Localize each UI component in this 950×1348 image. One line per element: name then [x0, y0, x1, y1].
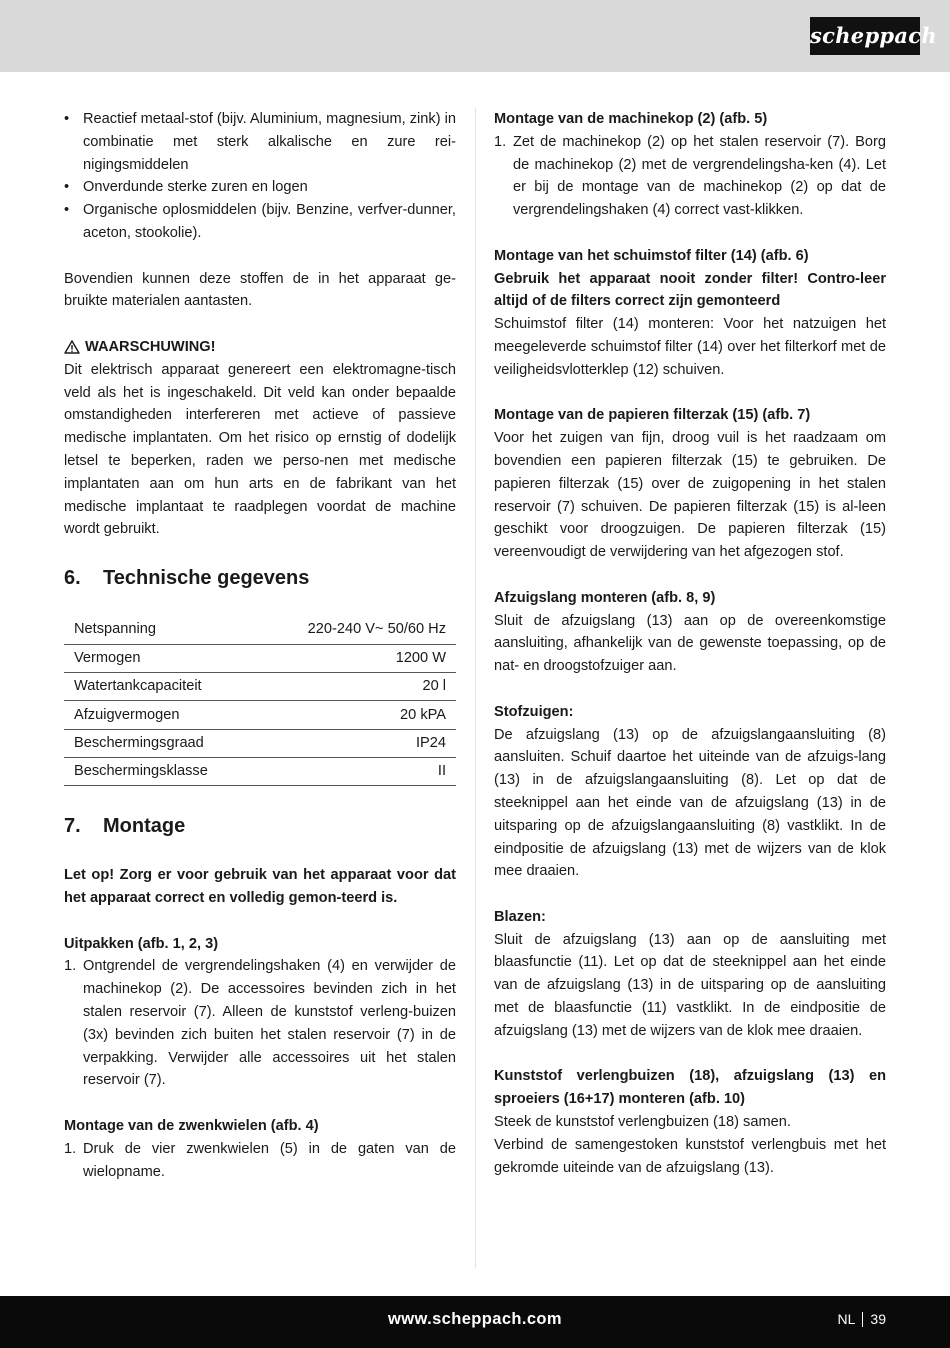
spec-table [64, 616, 456, 786]
section-number: 7. [64, 815, 81, 838]
spec-label: Beschermingsklasse [64, 757, 257, 785]
step-list [494, 131, 886, 222]
spec-label: Vermogen [64, 644, 257, 672]
step-text: Druk de vier zwenkwielen (5) in de gaten van de wielopname. [83, 1140, 456, 1180]
table-row [64, 701, 456, 729]
page-number [838, 1296, 886, 1342]
unpack-block [64, 933, 456, 1093]
table-row [64, 644, 456, 672]
warning-text: Dit elektrisch apparaat genereert een elektromagne-tisch veld als het is ingeschakeld. Dit veld kan onder bepaalde omstandigheden interfereren met actieve of passieve medische implantaten. Om het risico op ernstig of dodelijk letsel te beperken, raden we perso-nen met medische implantaten aan om hun arts en de fabrikant van het medische implantaat te raadplegen voordat de machine wordt gebruikt. [64, 361, 456, 538]
hose-block [494, 587, 886, 678]
page-value: 39 [870, 1311, 886, 1327]
tubes-block [494, 1065, 886, 1179]
vacuum-block [494, 701, 886, 883]
head-mount-block [494, 108, 886, 222]
wheels-block [64, 1115, 456, 1183]
list-item: • Reactief metaal-stof (bijv. Aluminium, magnesium, zink) in combinatie met sterk alkalische en zure rei-nigingsmiddelen [64, 108, 456, 176]
table-row [64, 757, 456, 785]
paragraph: Sluit de afzuigslang (13) aan op de aansluiting met blaasfunctie (11). Let op dat de steeknippel aan het einde van de afzuigslang (13) in de uitsparing op de aansluiting met de blaasfunctie (11) vastklikt. In de eindpositie de afzuigslang (13) met de wijzers van de klok mee draaien. [494, 931, 886, 1039]
paragraph: De afzuigslang (13) op de afzuigslangaansluiting (8) aansluiten. Schuif daartoe het uiteinde van de afzuigs-lang (13) in de afzuigslangaansluiting (8). Let op dat de steeknippel aan het einde van de afzuigslang (13) in de uitsparing op de afzuigslangaansluiting (8) vastklikt. In de eindpositie de afzuigslang (13) met de wijzers van de klok mee draaien. [494, 726, 886, 880]
section-number: 6. [64, 566, 81, 589]
step-item [64, 955, 456, 1092]
hazard-list [64, 108, 456, 245]
foam-filter-block [494, 245, 886, 382]
subheading: Kunststof verlengbuizen (18), afzuigslang (13) en sproeiers (16+17) monteren (afb. 10) [494, 1068, 886, 1108]
footer-bar [0, 1296, 950, 1348]
paper-filter-block [494, 404, 886, 564]
spec-value: IP24 [257, 729, 456, 757]
table-row [64, 616, 456, 644]
left-column [64, 108, 456, 1206]
header-bar [0, 0, 950, 72]
paragraph: Schuimstof filter (14) monteren: Voor het natzuigen het meegeleverde schuimstof filter (14) over het filterkorf met de veiligheidsvlotterklep (12) schuiven. [494, 316, 886, 378]
paragraph: Sluit de afzuigslang (13) aan op de overeenkomstige aansluiting, afhankelijk van de gewenste toepassing, op de nat- en droogstofzuiger aan. [494, 612, 886, 675]
subheading: Montage van het schuimstof filter (14) (afb. 6) [494, 247, 809, 264]
section-title: Montage [103, 815, 186, 838]
section-title: Technische gegevens [103, 566, 310, 589]
step-item [64, 1138, 456, 1184]
table-row [64, 673, 456, 701]
spec-label: Beschermingsgraad [64, 729, 257, 757]
subheading: Stofzuigen: [494, 703, 574, 720]
subheading: Montage van de zwenkwielen (afb. 4) [64, 1117, 319, 1134]
step-list [64, 1138, 456, 1184]
warning-block [64, 336, 456, 541]
footer-url[interactable]: www.scheppach.com [388, 1310, 562, 1328]
paragraph: Steek de kunststof verlengbuizen (18) samen. [494, 1114, 791, 1131]
subheading: Montage van de machinekop (2) (afb. 5) [494, 111, 768, 127]
step-item [494, 131, 886, 222]
scheppach-logo: scheppach [810, 17, 920, 55]
spec-value: 220-240 V~ 50/60 Hz [257, 616, 456, 644]
paragraph: Verbind de samengestoken kunststof verlengbuis met het gekromde uiteinde van de afzuigslang (13). [494, 1136, 886, 1176]
separator [862, 1312, 863, 1327]
language-code: NL [837, 1311, 856, 1327]
warning-title: WAARSCHUWING! [85, 338, 216, 355]
subheading: Montage van de papieren filterzak (15) (afb. 7) [494, 407, 811, 424]
paragraph: Bovendien kunnen deze stoffen de in het apparaat ge-bruikte materialen aantasten. [64, 270, 456, 310]
step-number: 1. [494, 133, 507, 150]
step-text: Zet de machinekop (2) op het stalen reservoir (7). Borg de machinekop (2) met de vergrendelingsha-ken (4). Let er bij de montage van de machinekop (2) op dat de vergrendelingshaken (4) correct vast-klikken. [513, 133, 886, 219]
subheading: Uitpakken (afb. 1, 2, 3) [64, 935, 219, 952]
list-item: • Onverdunde sterke zuren en logen [64, 176, 456, 199]
spec-label: Netspanning [64, 616, 257, 644]
list-item: • Organische oplosmiddelen (bijv. Benzine, verfver-dunner, aceton, stookolie). [64, 199, 456, 245]
subheading: Afzuigslang monteren (afb. 8, 9) [494, 589, 716, 606]
section-heading-6 [64, 564, 456, 592]
attention-note: Let op! Zorg er voor gebruik van het apparaat voor dat het apparaat correct en volledig gemon-teerd is. [64, 867, 456, 907]
warning-triangle-icon [64, 340, 80, 354]
paragraph: Voor het zuigen van fijn, droog vuil is het raadzaam om bovendien een papieren filterzak (15) te gebruiken. De papieren filterzak (15) over de zuigopening in het stalen reservoir (7) schuiven. De papieren filterzak (15) is al-leen geschikt voor droogzuigen. De papieren filterzak (15) vereenvoudigt de verwijdering van het afgezogen stof. [494, 430, 886, 561]
spec-label: Afzuigvermogen [64, 701, 257, 729]
spec-value: 1200 W [257, 644, 456, 672]
step-list [64, 955, 456, 1092]
spec-value: 20 l [257, 673, 456, 701]
subheading-warning: Gebruik het apparaat nooit zonder filter! Contro-leer altijd of de filters correct zijn gemonteerd [494, 270, 886, 310]
right-column [494, 108, 886, 1202]
section-heading-7 [64, 812, 456, 840]
step-number: 1. [64, 958, 77, 975]
step-number: 1. [64, 1140, 77, 1157]
column-divider [475, 108, 476, 1268]
spec-value: II [257, 757, 456, 785]
table-row [64, 729, 456, 757]
step-text: Ontgrendel de vergrendelingshaken (4) en verwijder de machinekop (2). De accessoires bevinden zich in het stalen reservoir (7). Alleen de kunststof verleng-buizen (3x) bevinden zich buiten het stalen reservoir (7) in de verpakking. Verwijder alle accessoires uit het stalen reservoir (7). [83, 958, 456, 1089]
subheading: Blazen: [494, 908, 546, 925]
spec-value: 20 kPA [257, 701, 456, 729]
warning-heading [64, 336, 456, 359]
blow-block [494, 906, 886, 1043]
spec-label: Watertankcapaciteit [64, 673, 257, 701]
